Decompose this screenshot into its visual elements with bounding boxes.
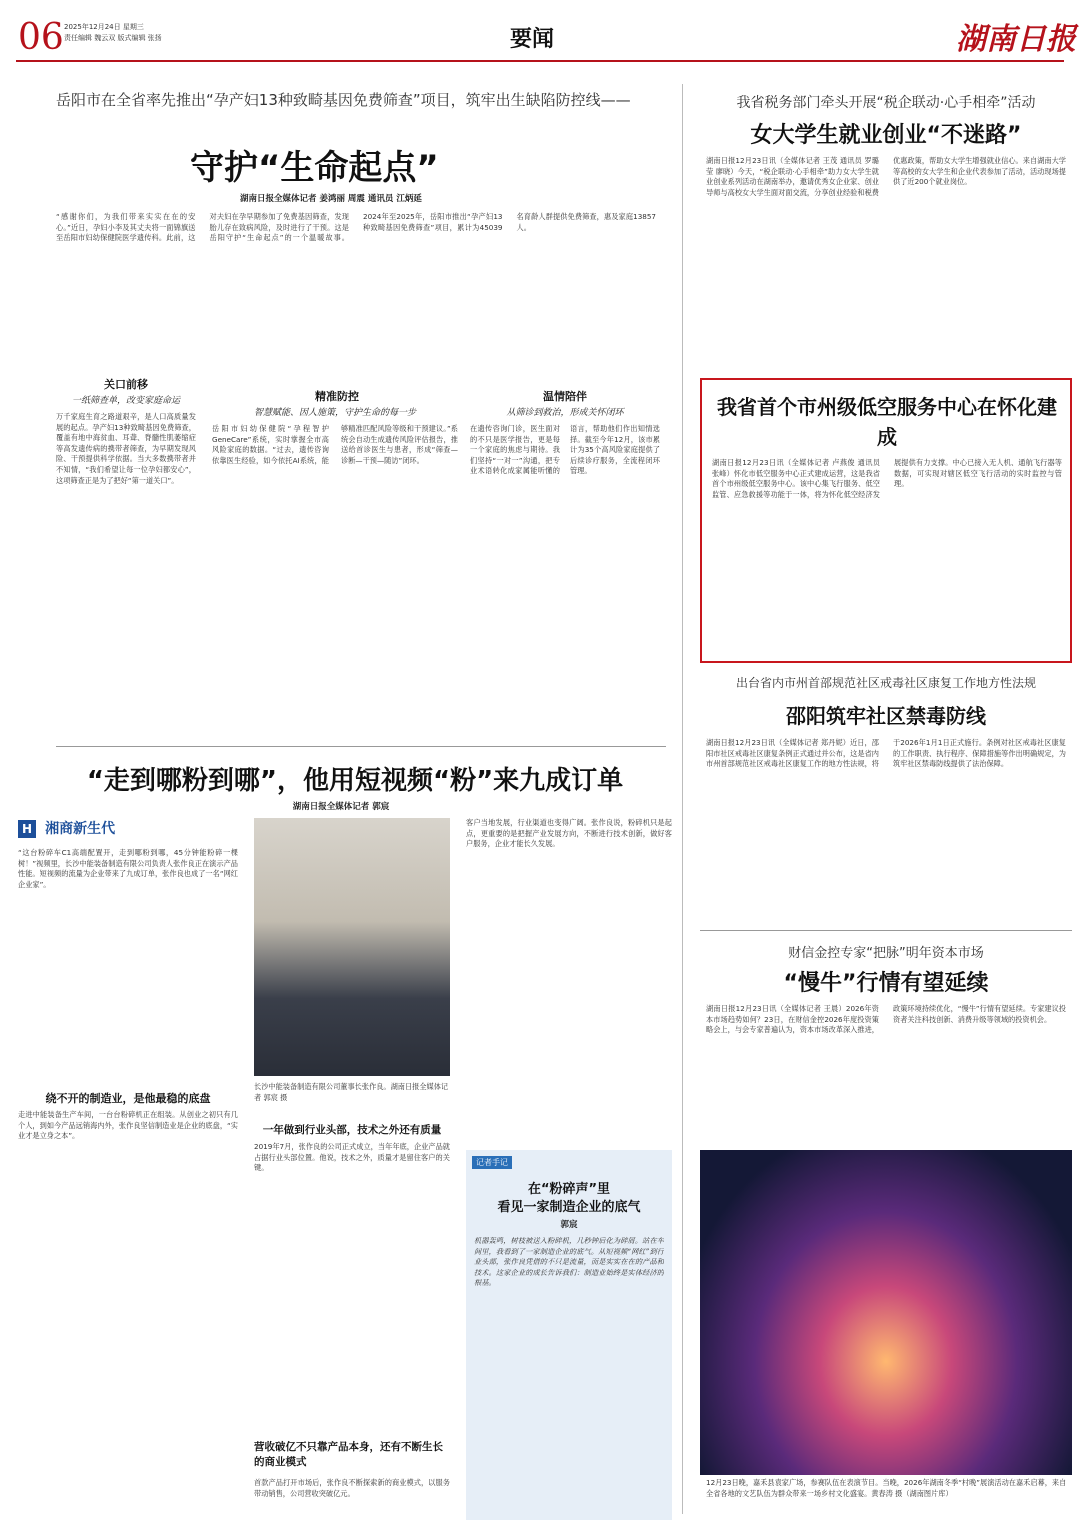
article1-byline: 湖南日报全媒体记者 姜鸿丽 周震 通讯员 江炳延 (240, 194, 422, 204)
date-line (64, 22, 162, 44)
village-gala-photo-caption: 12月23日晚，嘉禾县袁家广场，参赛队伍在表演节目。当晚，2026年湖南冬季“村晚”展演活动在嘉禾启幕，来自全省各地的文艺队伍为群众带来一场乡村文化盛宴。黄春涛 摄（湖南图片库） (706, 1478, 1067, 1498)
article4-section1-text: 走进中能装备生产车间，一台台粉碎机正在组装。从创业之初只有几个人，到如今产品远销海内外，张作良坚信制造业是企业的底盘，“实业才是立身之本”。 (18, 1110, 238, 1141)
date-line-1: 2025年12月24日 星期三 (64, 23, 144, 31)
article3-text: 湖南日报12月23日讯（全媒体记者 卢燕俊 通讯员 张峰）怀化市低空服务中心正式建成运营，这是我省首个市州级低空服务中心。该中心集飞行服务、低空监管、应急救援等功能于一体，将为怀化低空经济发展提供有力支撑。中心已接入无人机、通航飞行器等数据，可实现对辖区低空飞行活动的实时监控与管理。 (712, 458, 1062, 499)
article4-byline: 湖南日报全媒体记者 郭宸 (292, 802, 390, 812)
divider (56, 746, 666, 747)
article2-kicker: 我省税务部门牵头开展“税企联动·心手相牵”活动 (736, 95, 1036, 111)
hxs-logo-icon: H (18, 820, 36, 838)
page-number: 06 (18, 17, 64, 58)
commentary-title-1: 在“粉碎声”里 (527, 1182, 611, 1197)
column-divider (682, 84, 683, 1514)
article1-kicker: 岳阳市在全省率先推出“孕产妇13种致畸基因免费筛查”项目，筑牢出生缺陷防控线—— (56, 91, 631, 109)
article1-section3-subtitle: 从筛诊到救治，形成关怀闭环 (506, 408, 624, 418)
article4-section1-title: 绕不开的制造业，是他最稳的底盘 (45, 1092, 211, 1105)
article2-text: 湖南日报12月23日讯（全媒体记者 王茂 通讯员 罗璐莹 廖晓）今天，“税企联动·心手相牵”助力女大学生就业创业系列活动在湖南举办，邀请优秀女企业家、创业导师与高校女大学生面对面交流，分享创业经验和税费优惠政策，帮助女大学生增强就业信心。来自湖南大学等高校的女大学生和企业代表参加了活动，活动现场提供了近200个就业岗位。 (706, 156, 1066, 197)
article1-section1-text: 万千家庭生育之路道艰辛，是人口高质量发展的起点。孕产妇13种致畸基因免费筛查，覆盖有地中海贫血、耳聋、脊髓性肌萎缩症等高发遗传病的携带者筛查，为早期发现风险、干预提供科学依据。当大多数携带者并不知情，“我们希望让每一位孕妇都安心”，这项筛查正是为了把好“第一道关口”。 (56, 412, 196, 485)
article1-section3-title: 温情陪伴 (543, 390, 587, 403)
article1-section2-text: 岳阳市妇幼保健院“孕程智护GeneCare”系统，实时掌握全市高风险家庭的数据。“过去，遗传咨询依靠医生经验，如今依托AI系统，能够精准匹配风险等级和干预建议。”系统会自动生成遗传风险评估报告，推送给首诊医生与患者，形成“筛查—诊断—干预—随访”闭环。 (212, 424, 458, 465)
article6-text: 湖南日报12月23日讯（全媒体记者 王晨）2026年资本市场趋势如何？23日，在财信金控2026年度投资策略会上，与会专家普遍认为，资本市场改革深入推进，政策环境持续优化，“慢牛”行情有望延续。专家建议投资者关注科技创新、消费升级等领域的投资机会。 (706, 1004, 1066, 1035)
commentary-text: 机器轰鸣，树枝被送入粉碎机，几秒钟后化为碎屑。站在车间里，我看到了一家制造企业的底气。从短视频“网红”到行业头部，张作良凭借的不只是流量，而是实实在在的产品和技术。这家企业的成长告诉我们：制造业始终是实体经济的根基。 (474, 1236, 664, 1288)
commentary-tag: 记者手记 (472, 1156, 512, 1169)
divider (700, 930, 1072, 931)
article1-intro: “感谢你们，为我们带来实实在在的安心。”近日，孕妇小李及其丈夫将一面锦旗送至岳阳市妇幼保健院医学遗传科。此前，这对夫妇在孕早期参加了免费基因筛查，发现胎儿存在致病风险，及时进行了干预。这是岳阳守护“生命起点”的一个温暖故事。2024年至2025年，岳阳市推出“孕产妇13种致畸基因免费筛查”项目，累计为45039名育龄人群提供免费筛查，惠及家庭13857人。 (56, 212, 656, 243)
section-title: 要闻 (510, 27, 555, 52)
article4-section3-title: 营收破亿不只靠产品本身，还有不断生长的商业模式 (254, 1441, 443, 1468)
article1-section2-title: 精准防控 (315, 390, 359, 403)
commentary-title-2: 看见一家制造企业的底气 (497, 1200, 641, 1215)
article1-headline: 守护“生命起点” (190, 148, 439, 188)
portrait-caption: 长沙中能装备制造有限公司董事长张作良。湖南日报全媒体记者 郭宸 摄 (254, 1082, 449, 1102)
article4-section2-title: 一年做到行业头部，技术之外还有质量 (262, 1124, 442, 1136)
newspaper-logo: 湖南日报 (956, 22, 1076, 57)
article1-section3-text: 在遗传咨询门诊，医生面对的不只是医学报告，更是每一个家庭的焦虑与期待。我们坚持“一对一”沟通，把专业术语转化成家属能听懂的语言，帮助他们作出知情选择。截至今年12月，该市累计为35个高风险家庭提供了后续诊疗服务，全流程闭环管理。 (470, 424, 660, 476)
article1-section2-subtitle: 智慧赋能、因人施策，守护生命的每一步 (253, 408, 416, 418)
date-line-2: 责任编辑 魏云双 版式编辑 张扬 (64, 34, 162, 42)
column-logo-text: 湘商新生代 (45, 821, 116, 837)
article5-kicker: 出台省内市州首部规范社区戒毒社区康复工作地方性法规 (735, 676, 1036, 690)
article4-text: “这台粉碎车C1高端配置开，走到哪粉到哪，45分钟能粉碎一棵树！”视频里，长沙中能装备制造有限公司负责人张作良正在演示产品性能。短视频的流量为企业带来了九成订单，张作良也成了一名“网红企业家”。 (18, 848, 238, 889)
article3-headline: 我省首个市州级低空服务中心在怀化建成 (717, 395, 1057, 449)
portrait-photo (254, 818, 450, 1076)
header-rule (16, 60, 1064, 62)
article4-section2-text: 2019年7月，张作良的公司正式成立，当年年底，企业产品就占据行业头部位置。他说，技术之外，质量才是留住客户的关键。 (254, 1142, 450, 1173)
article5-headline: 邵阳筑牢社区禁毒防线 (786, 704, 986, 728)
village-gala-photo (700, 1150, 1072, 1475)
article4-section3-text: 首款产品打开市场后，张作良不断探索新的商业模式，以服务带动销售，公司营收突破亿元。 (254, 1478, 450, 1498)
article5-text: 湖南日报12月23日讯（全媒体记者 郑丹妮）近日，邵阳市社区戒毒社区康复条例正式通过并公布，这是省内市州首部规范社区戒毒社区康复工作的地方性法规，将于2026年1月1日正式施行。条例对社区戒毒社区康复的工作职责、执行程序、保障措施等作出明确规定，为筑牢社区禁毒防线提供了法治保障。 (706, 738, 1066, 769)
article4-right-text: 客户当地发展，行业渠道也变得广阔。张作良说，粉碎机只是起点，更重要的是把握产业发展方向，不断进行技术创新，做好客户服务，企业才能长久发展。 (466, 818, 672, 849)
article1-section1-title: 关口前移 (104, 378, 148, 391)
article4-headline: “走到哪粉到哪”，他用短视频“粉”来九成订单 (86, 766, 624, 796)
article1-section1-subtitle: 一纸筛查单，改变家庭命运 (71, 396, 180, 406)
article6-headline: “慢牛”行情有望延续 (783, 971, 989, 996)
article6-kicker: 财信金控专家“把脉”明年资本市场 (788, 946, 984, 961)
article2-headline: 女大学生就业创业“不迷路” (750, 123, 1022, 148)
commentary-author: 郭宸 (560, 1220, 578, 1230)
column-logo (18, 818, 168, 840)
